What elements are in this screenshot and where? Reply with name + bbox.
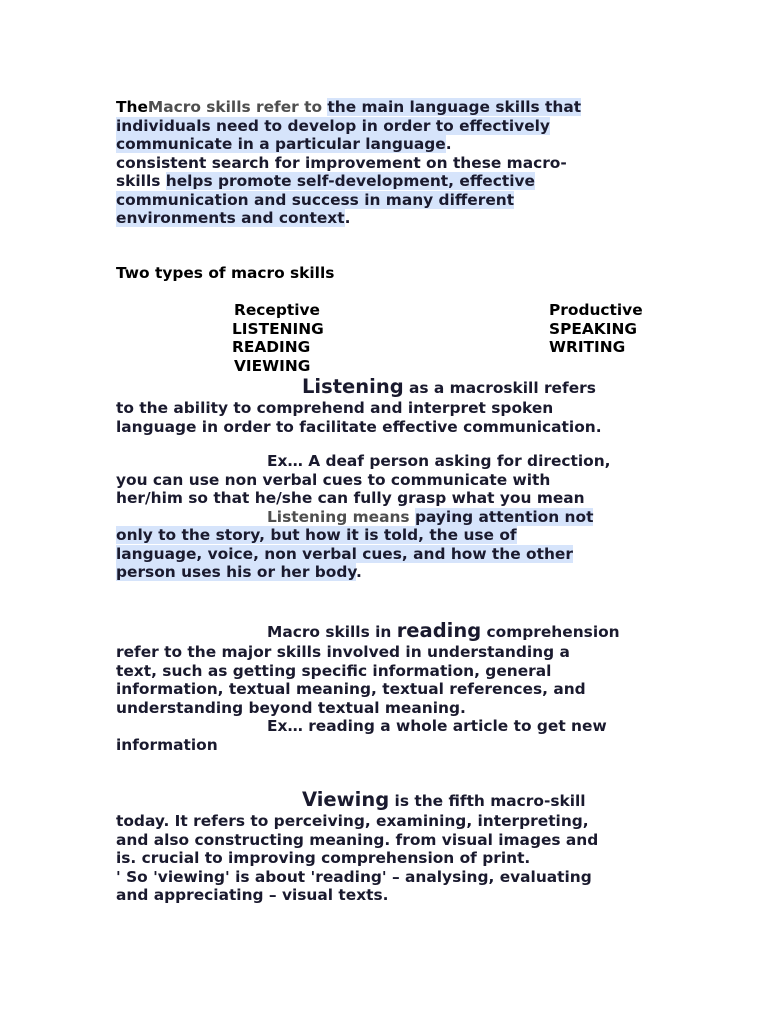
listening-highlight-4: person uses his or her body <box>116 563 357 581</box>
viewing-line-4: is. crucial to improving comprehension of print. <box>116 849 531 867</box>
intro-skills-word: skills <box>116 172 166 190</box>
reading-pre: Macro skills in <box>267 623 397 641</box>
listening-example <box>116 452 676 582</box>
receptive-column <box>232 301 324 375</box>
listening-means-line-1 <box>116 508 676 527</box>
productive-heading: Productive <box>549 301 643 319</box>
reading-keyword: reading <box>396 619 482 642</box>
reading-line-1 <box>116 620 676 643</box>
listening-period: . <box>356 563 362 581</box>
intro-highlight-6: communication and success in many different <box>116 190 515 209</box>
intro-paragraph <box>116 98 676 228</box>
listening-example-line-1: Ex… A deaf person asking for direction, <box>267 452 611 470</box>
listening-line-3: language in order to facilitate effective communication. <box>116 417 602 436</box>
intro-period-2: . <box>344 209 351 227</box>
types-heading: Two types of macro skills <box>116 264 335 282</box>
intro-line-7 <box>116 209 676 228</box>
listening-example-line-2: you can use non verbal cues to communicate with <box>116 470 551 489</box>
reading-example-line-1: Ex… reading a whole article to get new <box>267 717 607 735</box>
productive-column <box>549 301 643 357</box>
reading-post: comprehension <box>481 623 620 641</box>
listening-line-1 <box>116 376 676 399</box>
listening-highlight-2: only to the story, but how it is told, the use of <box>116 526 517 544</box>
intro-line-4: consistent search for improvement on these macro- <box>116 153 567 172</box>
viewing-line-1 <box>116 789 676 812</box>
reading-example-line-2: information <box>116 735 218 754</box>
viewing-rest-1: is the fifth macro-skill <box>389 792 586 810</box>
listening-means-phrase: Listening means <box>267 507 415 526</box>
intro-line-6 <box>116 191 676 210</box>
intro-highlight-1: the main language skills that <box>327 98 582 116</box>
listening-example-line-3: her/him so that he/she can fully grasp what you mean <box>116 489 585 507</box>
listening-paragraph <box>116 376 676 436</box>
intro-highlight-7: environments and context <box>116 209 345 227</box>
intro-highlight-5: helps promote self-development, effective <box>165 172 535 190</box>
intro-line-5 <box>116 172 676 191</box>
viewing-line-2: today. It refers to perceiving, examining, interpreting, <box>116 812 589 830</box>
receptive-heading: Receptive <box>234 301 320 319</box>
reading-line-4: information, textual meaning, textual references, and <box>116 680 586 698</box>
intro-line-3 <box>116 135 676 154</box>
listening-highlight-3: language, voice, non verbal cues, and how the other <box>116 544 573 563</box>
receptive-item-viewing: VIEWING <box>234 356 311 375</box>
viewing-keyword: Viewing <box>302 788 390 811</box>
viewing-line-3: and also constructing meaning. from visual images and <box>116 830 599 849</box>
reading-line-5: understanding beyond textual meaning. <box>116 698 466 717</box>
viewing-line-6: and appreciating – visual texts. <box>116 886 389 904</box>
reading-paragraph <box>116 620 676 754</box>
receptive-item-reading: READING <box>232 338 311 356</box>
listening-means-line-4 <box>116 563 676 582</box>
viewing-line-5: ' So 'viewing' is about 'reading' – analysing, evaluating <box>116 867 592 886</box>
viewing-paragraph <box>116 789 676 905</box>
intro-highlight-3: communicate in a particular language <box>116 135 446 153</box>
productive-item-speaking: SPEAKING <box>549 319 637 338</box>
receptive-item-listening: LISTENING <box>232 319 324 338</box>
intro-line-1 <box>116 98 676 117</box>
intro-period-1: . <box>445 135 452 153</box>
listening-highlight-1: paying attention not <box>414 507 594 526</box>
listening-means-line-3 <box>116 545 676 564</box>
intro-the: The <box>116 98 148 116</box>
productive-item-writing: WRITING <box>549 338 626 356</box>
reading-line-3: text, such as getting specific information, general <box>116 661 552 680</box>
intro-macro-skills-phrase: Macro skills refer to <box>147 98 328 116</box>
intro-highlight-2: individuals need to develop in order to effectively <box>116 116 550 135</box>
listening-means-line-2 <box>116 526 676 545</box>
listening-keyword: Listening <box>302 375 404 398</box>
listening-rest-1: as a macroskill refers <box>403 379 596 397</box>
listening-line-2: to the ability to comprehend and interpret spoken <box>116 399 554 417</box>
reading-line-2: refer to the major skills involved in understanding a <box>116 643 570 661</box>
intro-line-2 <box>116 117 676 136</box>
